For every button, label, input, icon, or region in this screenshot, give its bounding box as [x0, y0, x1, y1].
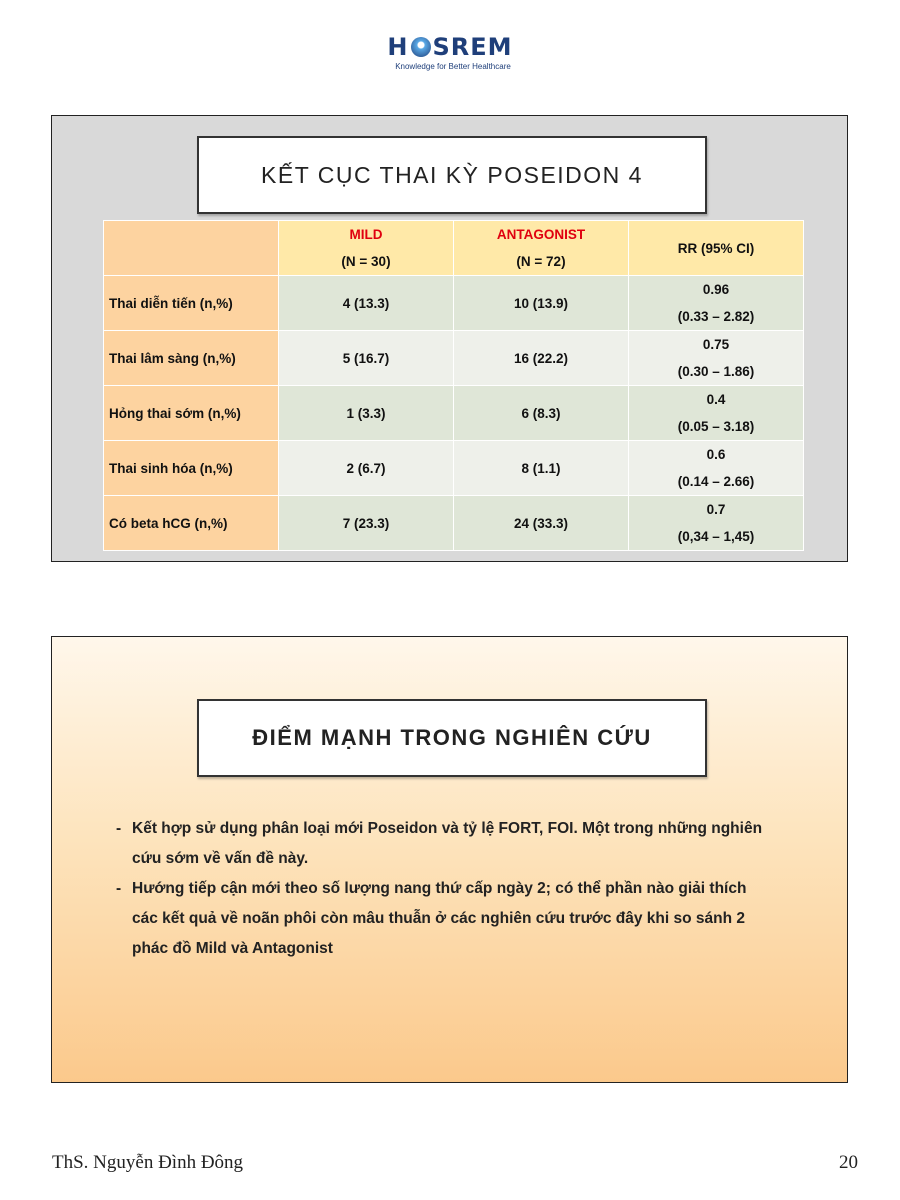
cell-mild: 7 (23.3)	[279, 496, 454, 551]
row-label: Hỏng thai sớm (n,%)	[104, 386, 279, 441]
footer-author: ThS. Nguyễn Đình Đông	[52, 1152, 244, 1173]
slide-pregnancy-outcomes	[51, 115, 848, 562]
cell-antagonist: 6 (8.3)	[454, 386, 629, 441]
table-row	[104, 276, 804, 331]
dash-bullet-icon: -	[116, 820, 122, 837]
rr-ci: (0,34 – 1,45)	[677, 529, 755, 544]
table-row	[104, 386, 804, 441]
cell-rr	[629, 386, 804, 441]
table-row	[104, 441, 804, 496]
hosrem-logo	[0, 34, 900, 71]
cell-rr	[629, 496, 804, 551]
cell-rr	[629, 276, 804, 331]
header-rr: RR (95% CI)	[629, 221, 804, 276]
table-header-row	[104, 221, 804, 276]
cell-antagonist: 10 (13.9)	[454, 276, 629, 331]
logo-name-start: H	[387, 33, 409, 61]
dash-bullet-icon: -	[116, 880, 122, 897]
logo-wordmark	[387, 34, 512, 60]
slide-title: ĐIỂM MẠNH TRONG NGHIÊN CỨU	[197, 699, 707, 777]
cell-rr	[629, 441, 804, 496]
logo-name-end: SREM	[432, 33, 513, 61]
rr-ci: (0.33 – 2.82)	[677, 309, 755, 324]
header-antagonist	[454, 221, 629, 276]
results-table	[103, 220, 804, 551]
header-sub: (N = 30)	[341, 254, 391, 269]
slide-title: KẾT CỤC THAI KỲ POSEIDON 4	[197, 136, 707, 214]
cell-mild: 2 (6.7)	[279, 441, 454, 496]
rr-value: 0.75	[702, 337, 730, 352]
table-row	[104, 496, 804, 551]
rr-value: 0.4	[706, 392, 726, 407]
cell-mild: 5 (16.7)	[279, 331, 454, 386]
slide-study-strengths	[51, 636, 848, 1083]
bullet-text: Hướng tiếp cận mới theo số lượng nang thứ cấp ngày 2; có thể phần nào giải thích các kết quả về noãn phôi còn mâu thuẫn ở các nghiên cứu trước đây khi so sánh 2 phác đồ Mild và Antagonist	[132, 880, 747, 957]
cell-mild: 4 (13.3)	[279, 276, 454, 331]
rr-ci: (0.30 – 1.86)	[677, 364, 755, 379]
row-label: Có beta hCG (n,%)	[104, 496, 279, 551]
cell-mild: 1 (3.3)	[279, 386, 454, 441]
header-name: ANTAGONIST	[496, 227, 586, 242]
rr-value: 0.6	[706, 447, 726, 462]
rr-value: 0.96	[702, 282, 730, 297]
page-number: 20	[839, 1152, 858, 1173]
rr-ci: (0.05 – 3.18)	[677, 419, 755, 434]
cell-antagonist: 16 (22.2)	[454, 331, 629, 386]
header-sub: (N = 72)	[516, 254, 566, 269]
logo-tagline: Knowledge for Better Healthcare	[395, 62, 511, 71]
list-item	[116, 874, 776, 964]
row-label: Thai sinh hóa (n,%)	[104, 441, 279, 496]
rr-value: 0.7	[706, 502, 726, 517]
header-mild	[279, 221, 454, 276]
list-item	[116, 814, 776, 874]
row-label: Thai lâm sàng (n,%)	[104, 331, 279, 386]
bullet-text: Kết hợp sử dụng phân loại mới Poseidon và tỷ lệ FORT, FOI. Một trong những nghiên cứu sớm về vấn đề này.	[132, 820, 763, 867]
cell-rr	[629, 331, 804, 386]
bullet-list	[116, 814, 776, 964]
table-row	[104, 331, 804, 386]
cell-antagonist: 8 (1.1)	[454, 441, 629, 496]
rr-ci: (0.14 – 2.66)	[677, 474, 755, 489]
row-label: Thai diễn tiến (n,%)	[104, 276, 279, 331]
table-corner-cell	[104, 221, 279, 276]
header-name: MILD	[349, 227, 383, 242]
globe-icon	[411, 37, 431, 57]
cell-antagonist: 24 (33.3)	[454, 496, 629, 551]
